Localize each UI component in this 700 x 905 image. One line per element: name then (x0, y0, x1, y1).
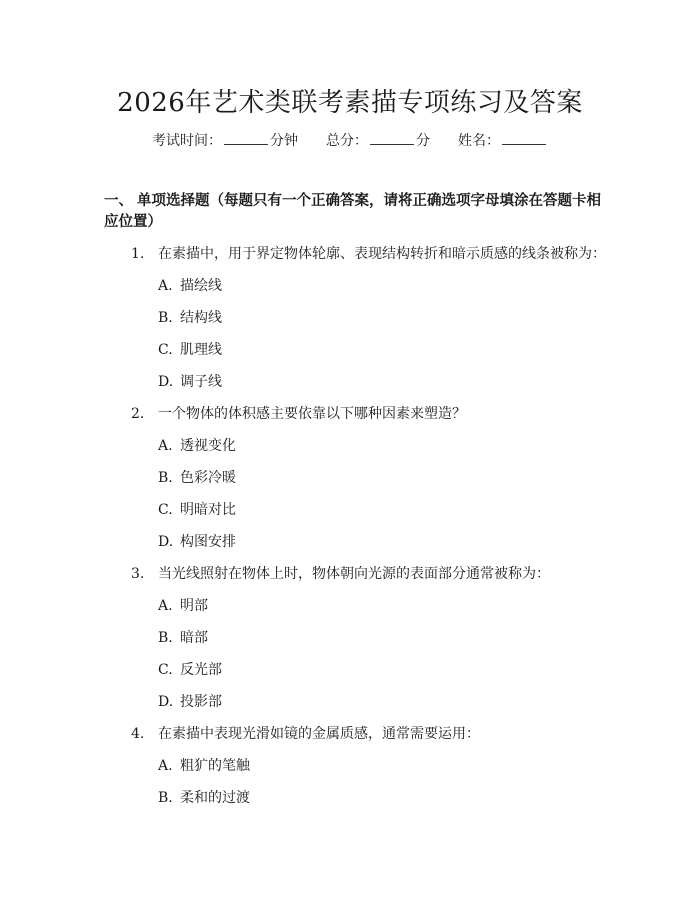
option-text: 透视变化 (180, 438, 236, 454)
option-text: 反光部 (180, 662, 222, 678)
option-text: 结构线 (180, 310, 222, 326)
option-text: 色彩冷暖 (180, 470, 236, 486)
student-name-label: 姓名： (458, 133, 500, 149)
option-letter: A. (158, 438, 173, 454)
exam-time-field (152, 130, 298, 150)
exam-time-label: 考试时间： (152, 133, 222, 149)
option-text: 暗部 (180, 630, 208, 646)
option-text: 粗犷的笔触 (180, 758, 250, 774)
option-letter: B. (158, 790, 173, 806)
option-d (0, 372, 700, 404)
section-heading (104, 190, 604, 232)
question-number: 3. (131, 566, 145, 582)
question-stem (0, 564, 700, 596)
total-score-unit: 分 (416, 133, 430, 149)
option-letter: C. (158, 502, 173, 518)
option-b (0, 628, 700, 660)
question-stem (0, 404, 700, 436)
question-stem (0, 244, 700, 276)
option-letter: A. (158, 278, 173, 294)
question-text: 在素描中，用于界定物体轮廓、表现结构转折和暗示质感的线条被称为： (158, 246, 606, 262)
section-title: 单项选择题（每题只有一个正确答案，请将正确选项字母填涂在答题卡相应位置） (104, 192, 601, 230)
option-text: 调子线 (180, 374, 222, 390)
question-number: 2. (131, 406, 145, 422)
question-item (0, 404, 700, 564)
student-name-field (458, 130, 548, 150)
option-b (0, 788, 700, 820)
option-text: 肌理线 (180, 342, 222, 358)
question-number: 4. (131, 726, 145, 742)
exam-time-unit: 分钟 (270, 133, 298, 149)
student-name-blank (502, 130, 546, 145)
option-text: 明部 (180, 598, 208, 614)
option-b (0, 468, 700, 500)
exam-info-bar (0, 130, 700, 150)
option-letter: B. (158, 310, 173, 326)
question-list (0, 244, 700, 820)
total-score-blank (370, 130, 414, 145)
section-number: 一、 (104, 192, 133, 209)
option-text: 描绘线 (180, 278, 222, 294)
exam-time-blank (224, 130, 268, 145)
question-item (0, 564, 700, 724)
option-text: 柔和的过渡 (180, 790, 250, 806)
option-letter: D. (158, 694, 174, 710)
question-text: 一个物体的体积感主要依靠以下哪种因素来塑造？ (158, 406, 466, 422)
option-letter: A. (158, 758, 173, 774)
total-score-label: 总分： (326, 133, 368, 149)
question-item (0, 724, 700, 820)
option-b (0, 308, 700, 340)
option-a (0, 756, 700, 788)
option-letter: D. (158, 534, 174, 550)
option-letter: B. (158, 470, 173, 486)
option-c (0, 500, 700, 532)
option-letter: C. (158, 662, 173, 678)
page-title: 2026年艺术类联考素描专项练习及答案 (117, 88, 583, 118)
question-number: 1. (131, 246, 145, 262)
option-a (0, 596, 700, 628)
total-score-field (326, 130, 430, 150)
option-text: 明暗对比 (180, 502, 236, 518)
option-text: 构图安排 (180, 534, 236, 550)
option-a (0, 276, 700, 308)
option-c (0, 340, 700, 372)
option-d (0, 692, 700, 724)
option-text: 投影部 (180, 694, 222, 710)
option-letter: B. (158, 630, 173, 646)
option-a (0, 436, 700, 468)
option-d (0, 532, 700, 564)
question-text: 在素描中表现光滑如镜的金属质感，通常需要运用： (158, 726, 480, 742)
question-text: 当光线照射在物体上时，物体朝向光源的表面部分通常被称为： (158, 566, 550, 582)
option-letter: D. (158, 374, 174, 390)
question-item (0, 244, 700, 404)
option-letter: C. (158, 342, 173, 358)
option-c (0, 660, 700, 692)
question-stem (0, 724, 700, 756)
option-letter: A. (158, 598, 173, 614)
